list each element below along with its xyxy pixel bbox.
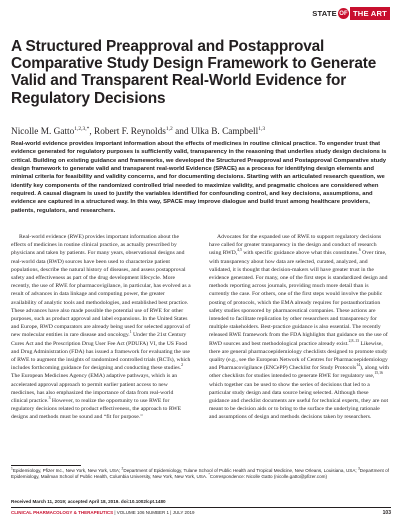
body-text: which together can be used to show the series of decisions that led to a particular study design and data source being selected. Although these guidance and checklist documents are useful for technical experts, they are not meant to be decision aids or to bring to the surface the underlying rationale and assumptions of design and methods decisions taken by researchers. bbox=[209, 381, 389, 421]
citation: 15,16 bbox=[374, 371, 383, 376]
citation: 1 bbox=[129, 330, 132, 335]
abstract: Real-world evidence provides important information about the effects of medicines in routine clinical practice. To engender trust that evidence generated for regulatory purposes is sufficiently valid, transparency in the reasoning that underlies study design decisions is critical. Building on existing guidance and frameworks, we developed the Structured Preapproval and Postapproval Comparative study design framework to generate valid and transparent real-world Evidence (SPACE) as a process for identifying design elements and minimal criteria for feasibility and validity concerns, and for documenting decisions. Starting with an articulated research question, we identify key components of the randomized controlled trial needed to maximize validity, and pragmatic choices are considered when required. A causal diagram is used to justify the variables identified for confounding control, and key decisions, assumptions, and evidence are captured in a structured way. In this way, SPACE may improve dialogue and build trust among healthcare providers, patients, regulators, and researchers. bbox=[11, 141, 387, 214]
body-text: with specific guidance above what this constitutes. bbox=[241, 250, 359, 257]
author-name: Ulka B. Campbell bbox=[190, 127, 259, 138]
author-separator: and bbox=[172, 127, 191, 138]
affiliation-number: 2 bbox=[121, 466, 124, 471]
affiliation-number: * bbox=[208, 472, 210, 477]
affiliation-text: Department of Epidemiology, Tulane School of Public Health and Tropical Medicine, New Orleans, Louisiana, USA; bbox=[123, 468, 358, 473]
body-text: The European Medicines Agency (EMA) adaptive pathways, which is an accelerated approval approach to permit earlier patient access to new medicines, has also emphasized the importance of data from real-world clinical practice. bbox=[11, 373, 178, 405]
author-affiliation: 1,2 bbox=[165, 126, 173, 132]
footer-divider bbox=[11, 507, 391, 508]
author-name: Nicolle M. Gatto bbox=[11, 127, 75, 138]
body-text: Advocates for the expanded use of RWE to support regulatory decisions have called for greater transparency in the design and conduct of research using RWD, bbox=[209, 234, 382, 257]
state-of-the-art-badge bbox=[312, 7, 390, 20]
body-text: ), along with other checklists for studies intended to generate RWE for regulatory use, bbox=[209, 365, 389, 380]
author-separator: , bbox=[89, 127, 95, 138]
badge-the: THE bbox=[352, 9, 369, 18]
body-text: Under the 21st Century Cures Act and the Prescription Drug User Fee Act (PDUFA) VI, the US Food and Drug Administration (FDA) has issued a framework for evaluating the use of RWE to augment the insights of randomized controlled trials (RCTs), which includes forthcoming guidance for designing and conducting these studies. bbox=[11, 332, 191, 372]
body-text: Likewise, there are general pharmacoepidemiology checklists designed to promote study quality (e.g., see the European Network of Centres for Pharmacoepidemiology and Pharmacovigilance (ENCePP) Checklist for Study Protocols bbox=[209, 340, 388, 372]
body-paragraph bbox=[209, 233, 389, 422]
footnote-divider bbox=[11, 465, 81, 466]
citation: 14 bbox=[356, 363, 361, 368]
affiliation-number: 1 bbox=[11, 466, 13, 471]
citation: 3 bbox=[48, 396, 51, 401]
affiliation-number: 3 bbox=[357, 466, 360, 471]
citation: 6 bbox=[358, 248, 361, 253]
article-title: A Structured Preapproval and Postapproval Comparative Study Design Framework to Generate Valid and Transparent Real-World Evidence for Regulatory Decisions bbox=[11, 38, 377, 107]
badge-circle bbox=[338, 8, 349, 19]
citation: 4,5 bbox=[237, 248, 242, 253]
badge-of: OF bbox=[339, 10, 348, 17]
affiliation-text: Department of Epidemiology, Mailman School of Public Health, Columbia University, New York, New York, USA. bbox=[11, 468, 389, 479]
body-column-left bbox=[11, 233, 191, 422]
body-column-right bbox=[209, 233, 389, 422]
correspondence-text: Correspondence: Nicolle Gatto (nicolle.gatto@pfizer.com) bbox=[209, 474, 328, 479]
affiliations-footnote bbox=[11, 468, 392, 480]
journal-issue: | VOLUME 106 NUMBER 1 | JULY 2019 bbox=[113, 510, 195, 515]
body-text: However, to realize the opportunity to use RWE for regulatory decisions related to product effectiveness, the approach to RWE designs and methods must be sound and “fit for purpose.” bbox=[11, 398, 182, 421]
affiliation-text: Epidemiology, Pfizer Inc., New York, New York, USA; bbox=[12, 468, 122, 473]
citation: 2 bbox=[181, 363, 184, 368]
journal-footer bbox=[11, 510, 195, 516]
author-list bbox=[11, 124, 391, 138]
journal-name: CLINICAL PHARMACOLOGY & THERAPEUTICS bbox=[11, 510, 114, 515]
badge-state: STATE bbox=[312, 9, 337, 18]
received-date: Received March 11, 2019; accepted April 18, 2019. doi:10.1002/cpt.1480 bbox=[11, 499, 166, 504]
body-paragraph bbox=[11, 233, 191, 422]
badge-box bbox=[350, 7, 390, 20]
page-number: 103 bbox=[382, 510, 391, 516]
badge-the-art bbox=[353, 9, 387, 18]
body-text: Real-world evidence (RWE) provides important information about the effects of medicines in routine clinical practice, as actually prescribed by physicians and taken by patients. For many years, observational designs and real-world data (RWD) sources have been used to characterize patient populations, describe the natural history of diseases, and assess postapproval safety and effectiveness as part of the drug development lifecycle. More recently, the use of RWE for pharmacovigilance, in particular, has evolved as a result of advances in data linkage and computing power, the greater availability of analytic tools and methodologies, and established best practice. These advances have also made possible the potential use of RWE for other purposes, such as product approval and label expansions. In the United States and Europe, RWD comparators are already being used for selected approval of new molecular entities in rare disease and oncology. bbox=[11, 234, 191, 339]
badge-art: ART bbox=[370, 9, 387, 18]
author-name: Robert F. Reynolds bbox=[94, 127, 166, 138]
author-affiliation: 1,2,3,* bbox=[74, 126, 90, 132]
body-text: Over time, with transparency about how data are selected, curated, analyzed, and validated, it is thought that decision-makers will have greater trust in the evidence generated. For many, one of the first steps is standardized design and methods reporting across journals, providing much more detail than is currently the case. For others, one of the first steps would involve the public posting of protocols, which the EMA already requires for postauthorization safety studies sponsored by pharmaceutical companies. These actions are intended to facilitate replication by other researchers and transparency for multiple stakeholders. Best-practice guidance is also essential. The recently released RWE framework from the FDA highlights that guidance on the use of RWD sources and best methodological practice already exist. bbox=[209, 250, 388, 347]
author-affiliation: 1,3 bbox=[258, 126, 266, 132]
citation: 2,8–13 bbox=[348, 338, 360, 343]
